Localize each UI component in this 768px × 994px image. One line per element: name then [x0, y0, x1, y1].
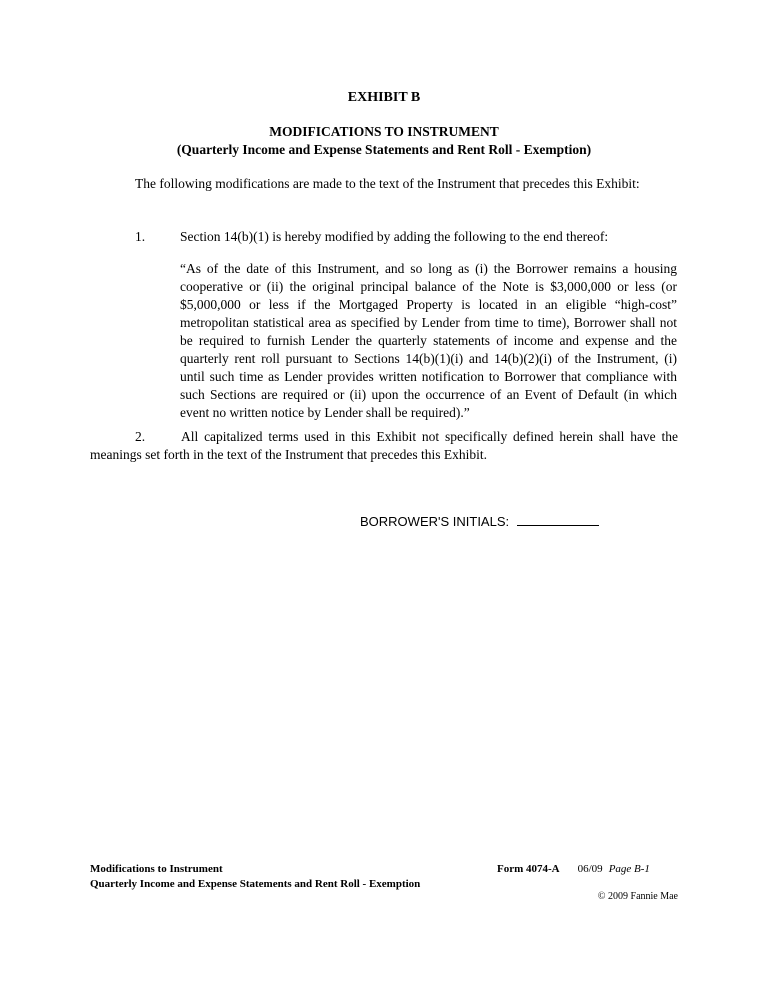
item2-paragraph	[90, 428, 678, 464]
initials-label: BORROWER'S INITIALS:	[360, 514, 510, 529]
footer-form-info	[497, 862, 682, 876]
item1-quote: “As of the date of this Instrument, and so long as (i) the Borrower remains a housing cooperative or (ii) the original principal balance of the Note is $3,000,000 or less (or $5,000,000 or less if the Mortgaged Property is located in an eligible “high-cost” metropolitan statistical area as specified by Lender from time to time), Borrower shall not be required to furnish Lender the quarterly statements of income and expense and the quarterly rent roll pursuant to Sections 14(b)(1)(i) and 14(b)(2)(i) of the Instrument, (i) until such time as Lender provides written notification to Borrower that compliance with such Sections are required or (ii) upon the occurrence of an Event of Default (in which event no written notice by Lender shall be required).”	[180, 261, 677, 420]
initials-blank-line	[517, 512, 599, 526]
intro-paragraph: The following modifications are made to the text of the Instrument that precedes this Exhibit:	[135, 176, 640, 191]
modifications-title: MODIFICATIONS TO INSTRUMENT	[269, 124, 499, 139]
item1-text: Section 14(b)(1) is hereby modified by adding the following to the end thereof:	[180, 229, 609, 244]
item2-text: All capitalized terms used in this Exhibit not specifically defined herein shall have the meanings set forth in the text of the Instrument that precedes this Exhibit.	[90, 429, 678, 462]
borrower-initials	[360, 512, 599, 531]
footer-copyright: © 2009 Fannie Mae	[597, 891, 678, 902]
exhibit-title: EXHIBIT B	[347, 90, 421, 105]
item1-number: 1.	[135, 229, 146, 244]
footer-date: 06/09	[577, 863, 603, 875]
footer-page-number: Page B-1	[608, 863, 650, 875]
modifications-subtitle: (Quarterly Income and Expense Statements and Rent Roll - Exemption)	[176, 142, 592, 157]
footer-doc-subtitle: Quarterly Income and Expense Statements and Rent Roll - Exemption	[90, 878, 421, 890]
item2-number: 2.	[135, 429, 146, 444]
footer-form-number: Form 4074-A	[497, 863, 560, 875]
footer-doc-title: Modifications to Instrument	[90, 863, 223, 875]
